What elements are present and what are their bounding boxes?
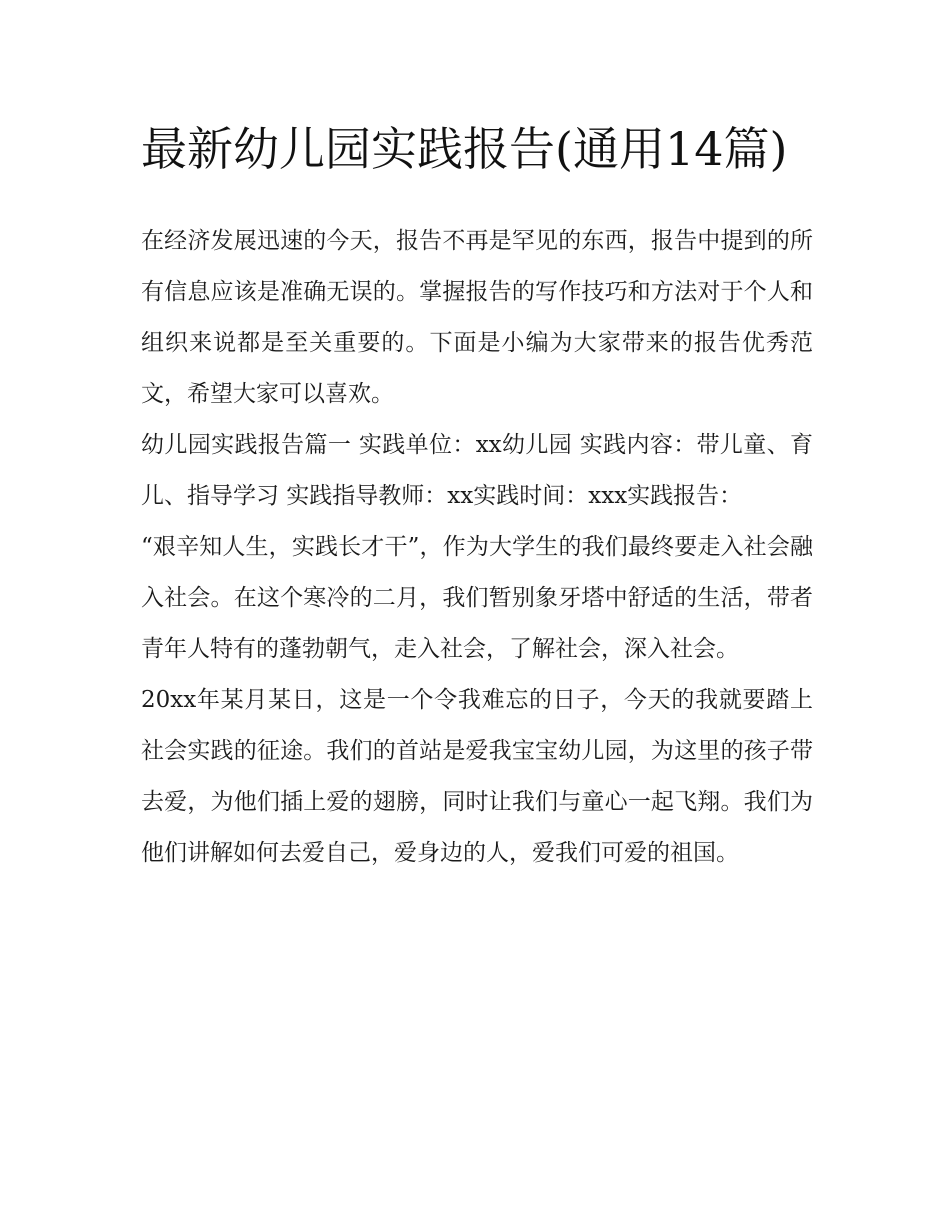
quote-paragraph: “艰辛知人生，实践长才干”，作为大学生的我们最终要走入社会融入社会。在这个寒冷的二月，我们暂别象牙塔中舒适的生活，带者青年人特有的蓬勃朝气，走入社会，了解社会，深入社会。 xyxy=(141,534,813,662)
intro-paragraph: 在经济发展迅速的今天，报告不再是罕见的东西，报告中提到的所有信息应该是准确无误的。掌握报告的写作技巧和方法对于个人和组织来说都是至关重要的。下面是小编为大家带来的报告优秀范文，希望大家可以喜欢。 xyxy=(141,228,813,407)
report-info-paragraph: 幼儿园实践报告篇一 实践单位：xx幼儿园 实践内容：带儿童、育儿、指导学习 实践指导教师：xx实践时间：xxx实践报告： xyxy=(141,432,813,509)
document-content xyxy=(141,110,813,879)
date-paragraph: 20xx年某月某日，这是一个令我难忘的日子，今天的我就要踏上社会实践的征途。我们的首站是爱我宝宝幼儿园，为这里的孩子带去爱，为他们插上爱的翅膀，同时让我们与童心一起飞翔。我们为他们讲解如何去爱自己，爱身边的人，爱我们可爱的祖国。 xyxy=(141,687,813,866)
document-title: 最新幼儿园实践报告(通用14篇) xyxy=(141,122,788,176)
